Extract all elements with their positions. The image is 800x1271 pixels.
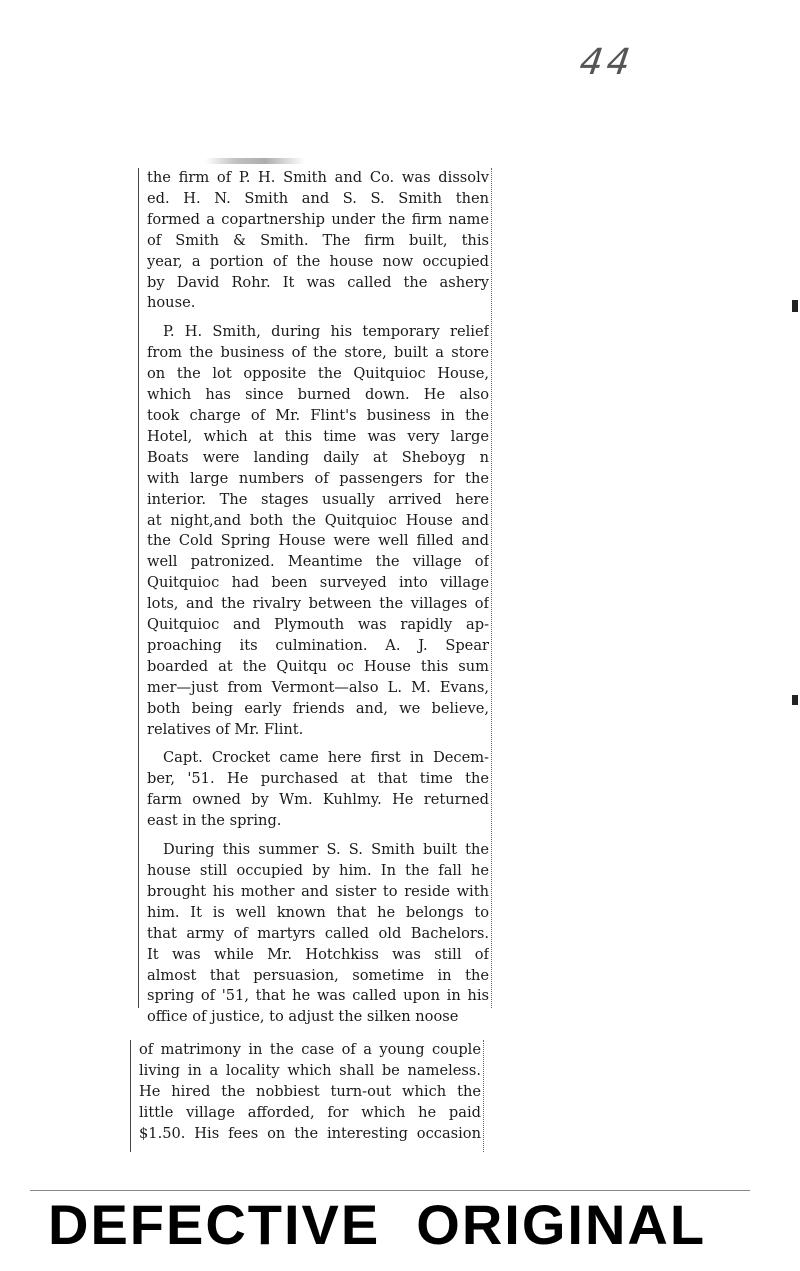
text-line: ber, '51. He purchased at that time the	[147, 770, 489, 788]
defective-original-banner	[48, 1192, 768, 1257]
paragraph-gap	[147, 314, 489, 322]
newspaper-clipping-bottom	[130, 1040, 484, 1152]
text-line: $1.50. His fees on the interesting occasion	[139, 1124, 481, 1142]
page-number: 44	[577, 42, 637, 83]
clipping-smudge	[205, 158, 305, 164]
paragraph-gap	[147, 832, 489, 840]
banner-word-defective: DEFECTIVE	[48, 1193, 381, 1256]
margin-mark	[792, 695, 798, 705]
text-line: of matrimony in the case of a young couple	[139, 1041, 481, 1058]
paragraph	[147, 748, 489, 832]
text-line: lots, and the rivalry between the villages of	[147, 595, 489, 613]
text-line: farm owned by Wm. Kuhlmy. He returned	[147, 791, 489, 809]
text-line: mer—just from Vermont—also L. M. Evans,	[147, 678, 489, 696]
text-line: Quitquioc had been surveyed into village	[147, 574, 489, 592]
text-line: took charge of Mr. Flint's business in the	[147, 406, 489, 424]
text-line: the Cold Spring House were well filled and	[147, 532, 489, 550]
divider	[30, 1190, 750, 1191]
text-line: with large numbers of passengers for the	[147, 469, 489, 487]
text-line: from the business of the store, built a store	[147, 344, 489, 362]
text-line: Boats were landing daily at Sheboyg n	[147, 448, 489, 466]
text-line: him. It is well known that he belongs to	[147, 903, 489, 921]
text-line: Capt. Crocket came here first in Decem-	[163, 749, 489, 767]
text-line: living in a locality which shall be nameless.	[139, 1061, 481, 1079]
text-line: of Smith & Smith. The firm built, this	[147, 231, 489, 249]
paragraph	[147, 322, 489, 740]
text-line: P. H. Smith, during his temporary relief	[163, 323, 489, 341]
text-line: which has since burned down. He also	[147, 386, 489, 404]
paragraph	[147, 168, 489, 314]
newspaper-clipping-top	[138, 168, 492, 1026]
text-line: interior. The stages usually arrived here	[147, 490, 489, 508]
text-line: east in the spring.	[147, 812, 282, 830]
text-line: It was while Mr. Hotchkiss was still of	[147, 945, 489, 963]
text-column	[147, 168, 489, 1028]
banner-word-original: ORIGINAL	[416, 1193, 707, 1256]
text-line: house.	[147, 294, 196, 312]
text-line: the firm of P. H. Smith and Co. was dissolv	[147, 169, 489, 186]
text-line: almost that persuasion, sometime in the	[147, 966, 489, 984]
text-line: spring of '51, that he was called upon in his	[147, 987, 489, 1005]
text-line: by David Rohr. It was called the ashery	[147, 273, 489, 291]
text-line: relatives of Mr. Flint.	[147, 720, 304, 738]
text-line: at night,and both the Quitquioc House and	[147, 511, 489, 529]
text-line: year, a portion of the house now occupied	[147, 252, 489, 270]
text-line: office of justice, to adjust the silken noose	[147, 1008, 459, 1026]
text-line: formed a copartnership under the firm name	[147, 210, 489, 228]
text-line: on the lot opposite the Quitquioc House,	[147, 365, 489, 383]
text-line: both being early friends and, we believe,	[147, 699, 489, 717]
text-line: that army of martyrs called old Bachelors.	[147, 924, 489, 942]
paragraph	[139, 1040, 481, 1145]
text-line: boarded at the Quitqu oc House this sum	[147, 657, 489, 675]
text-line: brought his mother and sister to reside with	[147, 882, 489, 900]
text-line: little village afforded, for which he paid	[139, 1103, 481, 1121]
margin-mark	[792, 300, 798, 312]
text-line: ed. H. N. Smith and S. S. Smith then	[147, 189, 489, 207]
text-line: He hired the nobbiest turn-out which the	[139, 1082, 481, 1100]
text-line: house still occupied by him. In the fall he	[147, 862, 489, 879]
text-line: well patronized. Meantime the village of	[147, 553, 489, 571]
paragraph-gap	[147, 740, 489, 748]
text-line: Quitquioc and Plymouth was rapidly ap-	[147, 616, 489, 634]
text-line: Hotel, which at this time was very large	[147, 427, 489, 445]
paragraph	[147, 840, 489, 1028]
text-line: proaching its culmination. A. J. Spear	[147, 636, 489, 654]
text-line: During this summer S. S. Smith built the	[163, 841, 489, 859]
text-column-continued	[139, 1040, 481, 1145]
